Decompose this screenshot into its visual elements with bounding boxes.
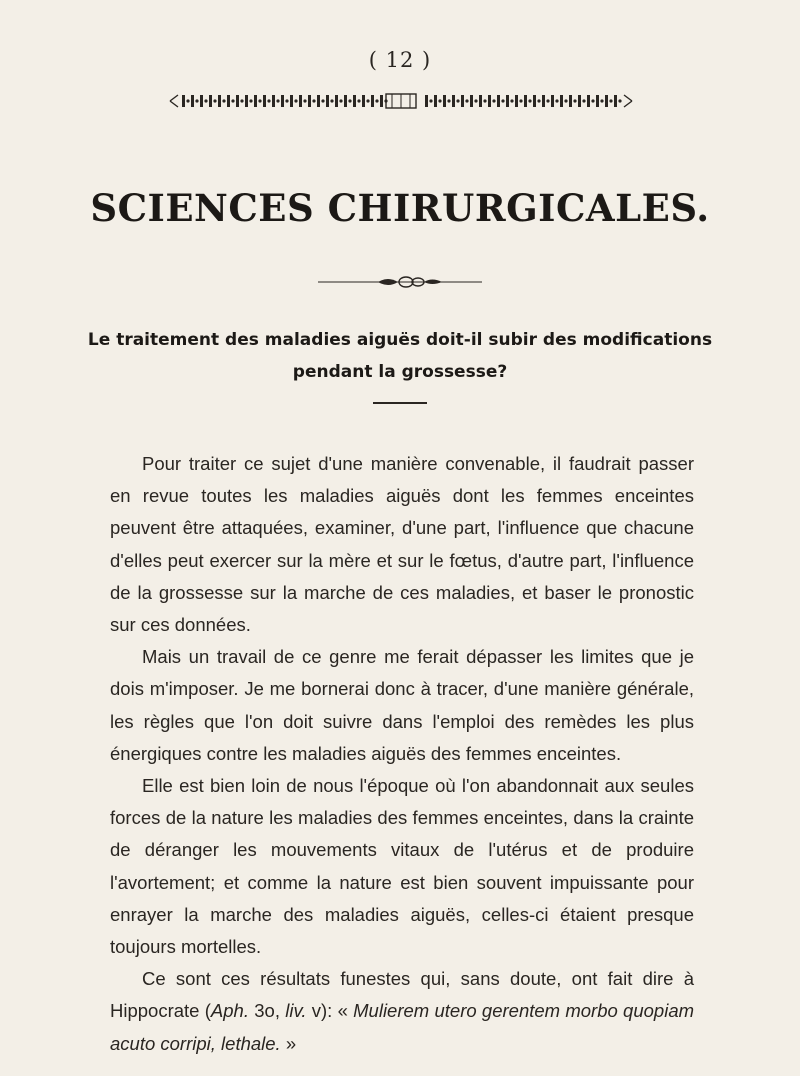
ornament-dot	[249, 99, 252, 102]
section-title: SCIENCES CHIRURGICALES.	[90, 186, 710, 230]
ornament-dot	[330, 99, 333, 102]
article-title-line-2: pendant la grossesse?	[292, 362, 508, 382]
ornament-dot	[456, 99, 459, 102]
ornament-link	[524, 95, 527, 107]
ornament-dot	[483, 99, 486, 102]
ornament-dot	[204, 99, 207, 102]
ornament-link	[452, 95, 455, 107]
ornament-link	[227, 95, 230, 107]
ornament-link	[533, 95, 536, 107]
ornament-link	[344, 95, 347, 107]
ornament-link	[263, 95, 266, 107]
ornament-link	[443, 95, 446, 107]
ornament-link	[569, 95, 572, 107]
reference-number: 3o,	[248, 1000, 286, 1022]
ornament-dot	[195, 99, 198, 102]
ornament-link	[461, 95, 464, 107]
ornament-link	[515, 95, 518, 107]
ornament-link	[425, 95, 428, 107]
ornament-link	[497, 95, 500, 107]
ornament-dot	[447, 99, 450, 102]
ornament-dot	[573, 99, 576, 102]
ornament-link	[335, 95, 338, 107]
latin-quote: Mulierem utero gerentem morbo quopiam acuto corripi, lethale.	[110, 1000, 695, 1054]
ornament-link	[326, 95, 329, 107]
ornament-dot	[555, 99, 558, 102]
ornament-link	[578, 95, 581, 107]
reference-volume: v): «	[306, 1000, 354, 1022]
ornament-link	[200, 95, 203, 107]
ornament-link	[281, 95, 284, 107]
ornament-link	[542, 95, 545, 107]
ornament-link	[236, 95, 239, 107]
ornament-dot	[492, 99, 495, 102]
ornament-dot	[294, 99, 297, 102]
ornament-link	[488, 95, 491, 107]
ornament-dot	[213, 99, 216, 102]
ornament-dot	[501, 99, 504, 102]
ornament-dot	[366, 99, 369, 102]
ornament-link	[506, 95, 509, 107]
ornament-dot	[312, 99, 315, 102]
paragraph-4-intro: Ce sont ces résultats funestes qui, sans doute, ont fait dire à Hippocrate (	[110, 968, 694, 1022]
ornament-dot	[528, 99, 531, 102]
ornament-link	[560, 95, 563, 107]
article-title-line-1: Le traitement des maladies aiguës doit-il subir des modifications	[87, 330, 713, 350]
ornament-band	[168, 90, 634, 112]
reference-work: Aph.	[210, 1000, 249, 1022]
ornament-dot	[438, 99, 441, 102]
ornament-link	[605, 95, 608, 107]
quote-close: »	[280, 1032, 297, 1054]
ornament-dot	[222, 99, 225, 102]
ornament-dot	[465, 99, 468, 102]
paragraph-1: Pour traiter ce sujet d'une manière convenable, il faudrait passer en revue toutes les maladies aiguës dont les femmes enceintes peuvent être attaquées, examiner, d'une part, l'influence que chacune d'elles peut exercer sur la mère et sur le fœtus, d'autre part, l'influence de la grossesse sur la marche de ces maladies, et baser le pronostic sur ces données.	[110, 453, 694, 636]
ornament-link	[479, 95, 482, 107]
ornament-link	[218, 95, 221, 107]
ornament-dot	[591, 99, 594, 102]
short-rule	[373, 402, 427, 404]
ornament-dot	[348, 99, 351, 102]
paragraph-4	[110, 963, 694, 1060]
ornament-dot	[564, 99, 567, 102]
ornament-dot	[474, 99, 477, 102]
ornament-dot	[429, 99, 432, 102]
ornament-dot	[258, 99, 261, 102]
paragraph-2: Mais un travail de ce genre me ferait dépasser les limites que je dois m'imposer. Je me bornerai donc à tracer, d'une manière générale, les règles que l'on doit suivre dans l'emploi des remèdes les plus énergiques contre les maladies aiguës des femmes enceintes.	[110, 646, 694, 764]
ornament-link	[209, 95, 212, 107]
ornament-link	[299, 95, 302, 107]
ornament-link	[245, 95, 248, 107]
ornament-link	[434, 95, 437, 107]
ornament-link	[587, 95, 590, 107]
ornament-dot	[375, 99, 378, 102]
ornament-dot	[303, 99, 306, 102]
paragraph-3: Elle est bien loin de nous l'époque où l'on abandonnait aux seules forces de la nature les maladies des femmes enceintes, dans la crainte de déranger les mouvements vitaux de l'utérus et de produire l'avortement; et comme la nature est bien souvent impuissante pour enrayer la marche des maladies aiguës, celles-ci étaient presque toujours mortelles.	[110, 775, 694, 958]
ornament-link	[596, 95, 599, 107]
ornament-dot	[609, 99, 612, 102]
ornament-link	[380, 95, 383, 107]
ornament-link	[272, 95, 275, 107]
ornament-link	[290, 95, 293, 107]
article-body	[110, 448, 694, 1060]
ornament-dot	[231, 99, 234, 102]
ornament-dot	[618, 99, 621, 102]
ornament-link	[191, 95, 194, 107]
ornament-link	[317, 95, 320, 107]
ornament-dot	[267, 99, 270, 102]
ornament-link	[254, 95, 257, 107]
ornament-link	[614, 95, 617, 107]
ornament-link	[362, 95, 365, 107]
ornament-dot	[186, 99, 189, 102]
ornament-link	[371, 95, 374, 107]
ornament-link	[182, 95, 185, 107]
ornament-link	[470, 95, 473, 107]
ornament-dot	[321, 99, 324, 102]
article-title	[40, 324, 760, 388]
ornament-link	[551, 95, 554, 107]
ornament-dot	[546, 99, 549, 102]
reference-book: liv.	[285, 1000, 307, 1022]
ornament-dot	[276, 99, 279, 102]
ornament-dot	[600, 99, 603, 102]
divider-ornate	[318, 275, 482, 289]
ornament-dot	[519, 99, 522, 102]
ornament-link	[353, 95, 356, 107]
page-number: ( 12 )	[368, 48, 432, 72]
ornament-dot	[510, 99, 513, 102]
ornament-dot	[240, 99, 243, 102]
ornament-dot	[285, 99, 288, 102]
ornament-dot	[357, 99, 360, 102]
ornament-dot	[339, 99, 342, 102]
ornament-dot	[537, 99, 540, 102]
ornament-link	[308, 95, 311, 107]
ornament-dot	[582, 99, 585, 102]
